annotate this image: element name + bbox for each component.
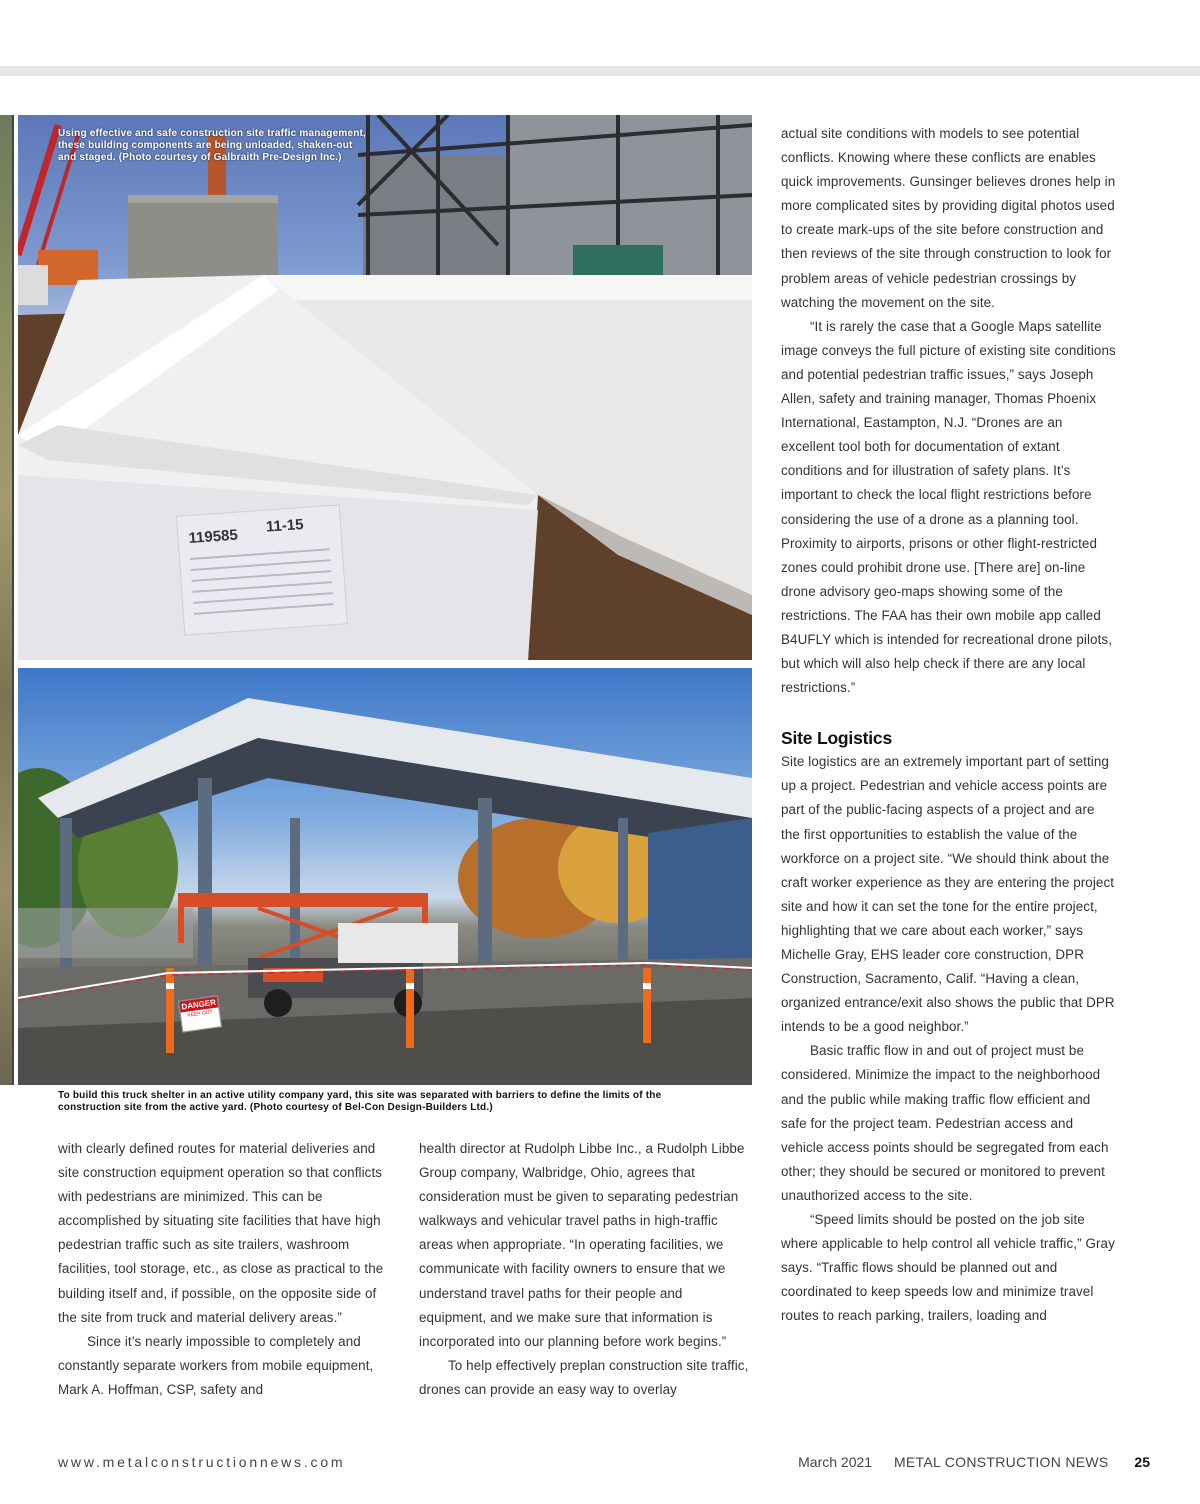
article-column-3 [781, 122, 1116, 1329]
article-column-1 [58, 1137, 388, 1402]
header-rule [0, 66, 1200, 76]
bundle-label-tag [176, 504, 348, 635]
article-column-2 [419, 1137, 751, 1402]
photo2-caption: To build this truck shelter in an active utility company yard, this site was separated with barriers to define the limits of the construction site from the active yard. (Photo courtesy of Bel-Con Design-Builders Ltd.) [58, 1090, 662, 1113]
photo-staged-components [18, 115, 752, 660]
footer-magazine-name: METAL CONSTRUCTION NEWS [893, 1454, 1109, 1470]
column-2-paragraph-2: To help effectively preplan construction site traffic, drones can provide an easy way to overlay [419, 1357, 749, 1397]
column-3-paragraph-5: “Speed limits should be posted on the job site where applicable to help control all vehicle traffic,” Gray says. “Traffic flows should be planned out and coordinated to keep speeds low and minimize travel routes to reach parking, trailers, loading and [781, 1212, 1115, 1324]
danger-sign [178, 995, 222, 1032]
column-divider [12, 115, 14, 1085]
adjacent-page-photo-edge [0, 115, 12, 1085]
section-heading-site-logistics: Site Logistics [781, 728, 892, 749]
danger-sign-title: DANGER [180, 997, 217, 1012]
column-1-paragraph-1: with clearly defined routes for material deliveries and site construction equipment operation so that conflicts with pedestrians are minimized. This can be accomplished by situating site facilities that have high pedestrian traffic such as site trailers, washroom facilities, tool storage, etc., as close as practical to the building itself and, if possible, on the opposite side of the site from truck and material delivery areas.” [58, 1141, 384, 1325]
column-3-paragraph-2: “It is rarely the case that a Google Maps satellite image conveys the full picture of existing site conditions and potential pedestrian traffic issues,” says Joseph Allen, safety and training manager, Thomas Phoenix International, Eastampton, N.J. “Drones are an excellent tool both for documentation of extant conditions and for illustration of safety plans. It’s important to check the local flight restrictions before considering the use of a drone as a planning tool. Proximity to airports, prisons or other flight-restricted zones could prohibit drone use. [There are] on-line drone advisory geo-maps showing some of the restrictions. The FAA has their own mobile app called B4UFLY which is intended for recreational drone pilots, but which will also help check if there are any local restrictions.” [781, 318, 1116, 696]
column-1-paragraph-2: Since it’s nearly impossible to completely and constantly separate workers from mobile equipment, Mark A. Hoffman, CSP, safety and [58, 1333, 374, 1397]
photo1-caption: Using effective and safe construction site traffic management, these building components are being unloaded, shaken-out and staged. (Photo courtesy of Galbraith Pre-Design Inc.) [58, 128, 367, 163]
footer-page-number: 25 [1134, 1454, 1150, 1470]
column-3-paragraph-3: Site logistics are an extremely important part of setting up a project. Pedestrian and vehicle access points are part of the public-facing aspects of a project and are the first opportunities to establish the value of the workforce on a project site. “We should think about the craft worker experience as they are entering the project site and how it can set the tone for the entire project, highlighting that we care about each worker,” says Michelle Gray, EHS leader core construction, DPR Construction, Sacramento, Calif. “Having a clean, organized entrance/exit also shows the public that DPR intends to be a good neighbor.” [781, 754, 1115, 1035]
footer-website-url[interactable]: www.metalconstructionnews.com [58, 1454, 346, 1470]
photo-staged-components-scene [18, 115, 752, 660]
bundle-label-date: 11-15 [265, 516, 305, 536]
photo-truck-shelter-scene [18, 668, 752, 1085]
column-3-paragraph-4: Basic traffic flow in and out of project must be considered. Minimize the impact to the neighborhood and the public while making traffic flow efficient and safe for the project team. Pedestrian access and vehicle access points should be segregated from each other; they should be secured or monitored to prevent unauthorized access to the site. [781, 1043, 1109, 1203]
column-3-paragraph-1: actual site conditions with models to see potential conflicts. Knowing where these conflicts are enables quick improvements. Gunsinger believes drones help in more complicated sites by providing digital photos used to create mark-ups of the site before construction and then reviews of the site through construction to look for problem areas of vehicle pedestrian crossings by watching the movement on the site. [781, 126, 1116, 310]
column-2-paragraph-1: health director at Rudolph Libbe Inc., a Rudolph Libbe Group company, Walbridge, Ohio, agrees that consideration must be given to separating pedestrian walkways and vehicular travel paths in high-traffic areas when appropriate. “In operating facilities, we communicate with facility owners to ensure that we understand travel paths for their people and equipment, and we make sure that information is incorporated into our planning before work begins.” [419, 1141, 745, 1349]
photo-truck-shelter [18, 668, 752, 1085]
footer-folio [798, 1454, 1150, 1470]
danger-sign-subtext: KEEP OUT [187, 1009, 213, 1019]
bundle-label-number: 119585 [188, 526, 239, 548]
footer-issue-date: March 2021 [798, 1454, 873, 1470]
